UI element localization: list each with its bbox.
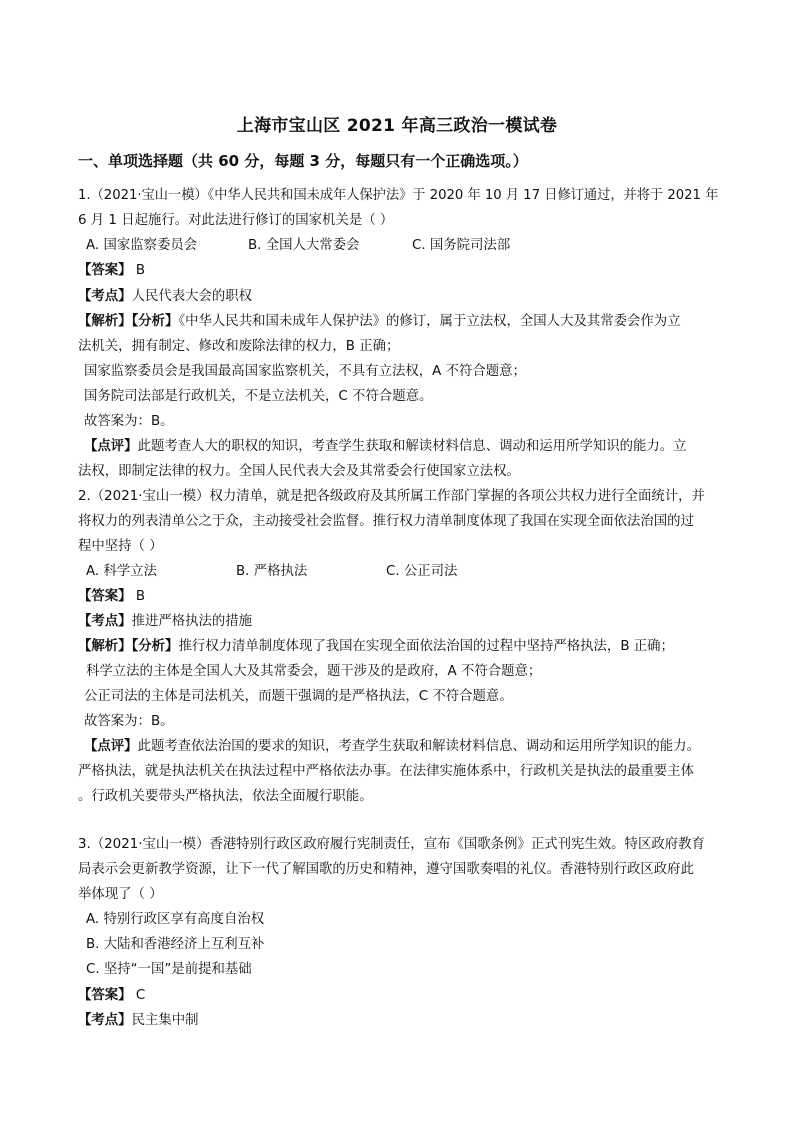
- q1-option-b: B. 全国人大常委会: [248, 238, 360, 253]
- q3-option-b: B. 大陆和香港经济上互利互补: [86, 937, 265, 952]
- section-heading: 一、单项选择题（共 60 分，每题 3 分，每题只有一个正确选项。）: [78, 152, 528, 170]
- q1-review-line2: 法权，即制定法律的权力。全国人民代表大会及其常委会行使国家立法权。: [78, 464, 520, 479]
- q3-stem-line1: 3.（2021·宝山一模）香港特别行政区政府履行宪制责任，宣布《国歌条例》正式刊宪生效。特区政府教育: [78, 837, 705, 852]
- jiexi-tag: 【解析】: [78, 314, 132, 329]
- dianping-tag: 【点评】: [84, 739, 138, 754]
- kaodian-tag: 【考点】: [78, 1013, 132, 1028]
- q2-answer: [78, 587, 145, 607]
- q3-stem-line2: 局表示会更新教学资源，让下一代了解国歌的历史和精神，遵守国歌奏唱的礼仪。香港特别行政区政府此: [78, 862, 694, 877]
- q2-analysis-text1: 推行权力清单制度体现了我国在实现全面依法治国的过程中坚持严格执法，B 正确；: [178, 639, 674, 654]
- q2-stem-line3: 程中坚持（ ）: [78, 539, 163, 554]
- q1-answer: [78, 261, 145, 281]
- q3-stem-line3: 举体现了（ ）: [78, 887, 163, 902]
- dianping-tag: 【点评】: [84, 439, 138, 454]
- q1-analysis-line3: 国家监察委员会是我国最高国家监察机关，不具有立法权，A 不符合题意；: [84, 364, 526, 379]
- q3-answer-value: C: [131, 988, 146, 1003]
- answer-tag: 【答案】: [78, 589, 132, 604]
- q1-analysis-line1: [78, 312, 681, 332]
- q1-review-line1: [84, 437, 687, 457]
- q2-review-text1: 此题考查依法治国的要求的知识，考查学生获取和解读材料信息、调动和运用所学知识的能力。: [137, 739, 700, 754]
- q2-kaodian-value: 推进严格执法的措施: [131, 614, 253, 629]
- q2-answer-value: B: [131, 589, 146, 604]
- q2-option-b: B. 严格执法: [236, 564, 308, 579]
- q1-analysis-text1: 《中华人民共和国未成年人保护法》的修订，属于立法权，全国人大及其常委会作为立: [178, 314, 681, 329]
- q3-option-a: A. 特别行政区享有高度自治权: [86, 912, 265, 927]
- jiexi-tag: 【解析】: [78, 639, 132, 654]
- q1-kaodian-value: 人民代表大会的职权: [131, 289, 253, 304]
- q3-answer: [78, 986, 145, 1006]
- q3-option-c: C. 坚持“一国”是前提和基础: [86, 962, 252, 977]
- q1-answer-value: B: [131, 263, 146, 278]
- q1-analysis-line2: 法机关，拥有制定、修改和废除法律的权力，B 正确；: [78, 339, 400, 354]
- answer-tag: 【答案】: [78, 263, 132, 278]
- q2-option-a: A. 科学立法: [86, 564, 157, 579]
- q2-review-line1: [84, 737, 700, 757]
- page-title: 上海市宝山区 2021 年高三政治一模试卷: [236, 116, 558, 136]
- q2-stem-line2: 将权力的列表清单公之于众，主动接受社会监督。推行权力清单制度体现了我国在实现全面依法治国的过: [78, 514, 694, 529]
- kaodian-tag: 【考点】: [78, 614, 132, 629]
- q3-kaodian: [78, 1011, 199, 1031]
- q1-review-text1: 此题考查人大的职权的知识，考查学生获取和解读材料信息、调动和运用所学知识的能力。立: [137, 439, 687, 454]
- q1-option-a: A. 国家监察委员会: [86, 238, 198, 253]
- q2-kaodian: [78, 612, 252, 632]
- fenxi-tag: 【分析】: [131, 314, 179, 329]
- q3-kaodian-value: 民主集中制: [131, 1013, 199, 1028]
- q2-conclusion: 故答案为：B。: [84, 714, 174, 729]
- q2-analysis-line2: 科学立法的主体是全国人大及其常委会，题干涉及的是政府，A 不符合题意；: [86, 664, 542, 679]
- fenxi-tag: 【分析】: [131, 639, 179, 654]
- kaodian-tag: 【考点】: [78, 289, 132, 304]
- q1-conclusion: 故答案为：B。: [84, 414, 174, 429]
- q1-stem-line1: 1.（2021·宝山一模）《中华人民共和国未成年人保护法》于 2020 年 10 月 17 日修订通过，并将于 2021 年: [78, 188, 719, 203]
- q2-option-c: C. 公正司法: [386, 564, 458, 579]
- q2-review-line2: 严格执法，就是执法机关在执法过程中严格依法办事。在法律实施体系中，行政机关是执法的最重要主体: [78, 764, 694, 779]
- q1-stem-line2: 6 月 1 日起施行。对此法进行修订的国家机关是（ ）: [78, 213, 394, 228]
- q2-analysis-line3: 公正司法的主体是司法机关，而题干强调的是严格执法，C 不符合题意。: [84, 689, 513, 704]
- q1-option-c: C. 国务院司法部: [412, 238, 511, 253]
- q2-stem-line1: 2.（2021·宝山一模）权力清单，就是把各级政府及其所属工作部门掌握的各项公共权力进行全面统计，并: [78, 489, 705, 504]
- answer-tag: 【答案】: [78, 988, 132, 1003]
- q2-review-line3: 。行政机关要带头严格执法，依法全面履行职能。: [78, 789, 373, 804]
- q1-kaodian: [78, 287, 252, 307]
- q1-analysis-line4: 国务院司法部是行政机关，不是立法机关，C 不符合题意。: [84, 389, 433, 404]
- q2-analysis-line1: [78, 637, 674, 657]
